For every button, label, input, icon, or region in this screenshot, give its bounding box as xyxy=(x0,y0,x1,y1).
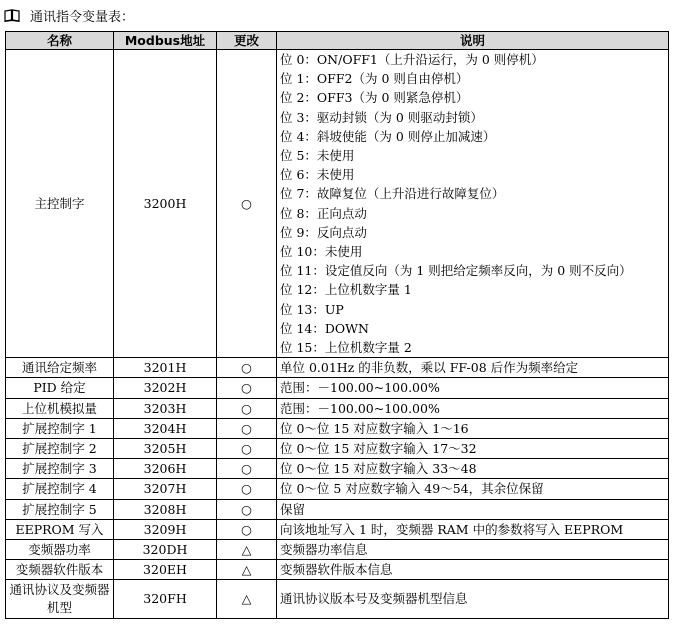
bit-line: 位 2：OFF3（为 0 则紧急停机） xyxy=(280,90,469,106)
header-name: 名称 xyxy=(6,32,114,50)
table-row xyxy=(6,580,669,619)
cell-name: 扩展控制字 3 xyxy=(6,459,114,479)
bit-line: 位 14：DOWN xyxy=(280,320,369,336)
table-row xyxy=(6,378,669,398)
cell-change: ○ xyxy=(217,519,277,539)
table-row xyxy=(6,358,669,378)
cell-name: 通讯协议及变频器机型 xyxy=(6,580,114,619)
cell-name: PID 给定 xyxy=(6,378,114,398)
table-row xyxy=(6,540,669,560)
table-header-row xyxy=(6,32,669,50)
cell-address: 3208H xyxy=(114,499,217,519)
cell-description xyxy=(277,50,669,358)
bit-line: 位 11：设定值反向（为 1 则把给定频率反向，为 0 则不反向） xyxy=(280,263,632,279)
bit-line: 位 6：未使用 xyxy=(280,167,355,183)
cell-address: 320EH xyxy=(114,560,217,580)
bit-line: 位 1：OFF2（为 0 则自由停机） xyxy=(280,71,469,87)
cell-name: 变频器功率 xyxy=(6,540,114,560)
bit-line: 位 4：斜坡使能（为 0 则停止加减速） xyxy=(280,128,496,144)
cell-change: △ xyxy=(217,580,277,619)
table-row xyxy=(6,479,669,499)
cell-name: 变频器软件版本 xyxy=(6,560,114,580)
cell-name: 扩展控制字 1 xyxy=(6,418,114,438)
cell-name: 上位机模拟量 xyxy=(6,398,114,418)
cell-description: 单位 0.01Hz 的非负数，乘以 FF-08 后作为频率给定 xyxy=(277,358,669,378)
bit-line: 位 10：未使用 xyxy=(280,244,363,260)
cell-change: ○ xyxy=(217,418,277,438)
cell-name: 主控制字 xyxy=(6,50,114,358)
bit-line: 位 0：ON/OFF1（上升沿运行，为 0 则停机） xyxy=(280,52,544,67)
book-icon xyxy=(4,9,20,22)
bit-line: 位 8：正向点动 xyxy=(280,205,367,221)
bit-line: 位 7：故障复位（上升沿进行故障复位） xyxy=(280,186,505,202)
table-row xyxy=(6,439,669,459)
cell-name: 通讯给定频率 xyxy=(6,358,114,378)
header-change: 更改 xyxy=(217,32,277,50)
cell-description: 通讯协议版本号及变频器机型信息 xyxy=(277,580,669,619)
table-row xyxy=(6,459,669,479)
table-row xyxy=(6,560,669,580)
cell-change: ○ xyxy=(217,439,277,459)
cell-description: 位 0～位 5 对应数字输入 49～54，其余位保留 xyxy=(277,479,669,499)
cell-description: 变频器软件版本信息 xyxy=(277,560,669,580)
header-description: 说明 xyxy=(277,32,669,50)
cell-address: 320DH xyxy=(114,540,217,560)
bit-line: 位 13：UP xyxy=(280,301,344,317)
cell-description: 位 0～位 15 对应数字输入 17～32 xyxy=(277,439,669,459)
bit-line: 位 9：反向点动 xyxy=(280,224,367,240)
cell-change: ○ xyxy=(217,358,277,378)
header-modbus-address: Modbus地址 xyxy=(114,32,217,50)
cell-address: 3200H xyxy=(114,50,217,358)
table-row xyxy=(6,418,669,438)
bit-line: 位 15：上位机数字量 2 xyxy=(280,340,412,356)
bit-line: 位 12：上位机数字量 1 xyxy=(280,282,412,298)
table-row xyxy=(6,519,669,539)
section-heading-text: 通讯指令变量表： xyxy=(30,9,135,25)
cell-change: △ xyxy=(217,560,277,580)
cell-description: 范围：－100.00~100.00% xyxy=(277,398,669,418)
cell-description: 位 0～位 15 对应数字输入 33～48 xyxy=(277,459,669,479)
bit-line: 位 3：驱动封锁（为 0 则驱动封锁） xyxy=(280,109,483,125)
cell-description: 变频器功率信息 xyxy=(277,540,669,560)
cell-address: 3205H xyxy=(114,439,217,459)
cell-description: 向该地址写入 1 时，变频器 RAM 中的参数将写入 EEPROM xyxy=(277,519,669,539)
cell-address: 3203H xyxy=(114,398,217,418)
cell-name: 扩展控制字 4 xyxy=(6,479,114,499)
table-row-main-control xyxy=(6,50,669,358)
cell-address: 3204H xyxy=(114,418,217,438)
cell-address: 320FH xyxy=(114,580,217,619)
table-row xyxy=(6,499,669,519)
cell-change: ○ xyxy=(217,50,277,358)
cell-name: EEPROM 写入 xyxy=(6,519,114,539)
cell-change: ○ xyxy=(217,479,277,499)
cell-name: 扩展控制字 5 xyxy=(6,499,114,519)
cell-change: ○ xyxy=(217,459,277,479)
cell-address: 3201H xyxy=(114,358,217,378)
cell-address: 3207H xyxy=(114,479,217,499)
cell-name: 扩展控制字 2 xyxy=(6,439,114,459)
cell-address: 3202H xyxy=(114,378,217,398)
bit-line: 位 5：未使用 xyxy=(280,148,355,164)
table-row xyxy=(6,398,669,418)
cell-description: 位 0～位 15 对应数字输入 1～16 xyxy=(277,418,669,438)
cell-change: ○ xyxy=(217,378,277,398)
cell-change: ○ xyxy=(217,398,277,418)
cell-address: 3209H xyxy=(114,519,217,539)
cell-description: 保留 xyxy=(277,499,669,519)
section-heading xyxy=(4,4,134,26)
cell-change: △ xyxy=(217,540,277,560)
comm-command-table xyxy=(5,31,669,619)
cell-description: 范围：－100.00~100.00% xyxy=(277,378,669,398)
cell-address: 3206H xyxy=(114,459,217,479)
cell-change: ○ xyxy=(217,499,277,519)
